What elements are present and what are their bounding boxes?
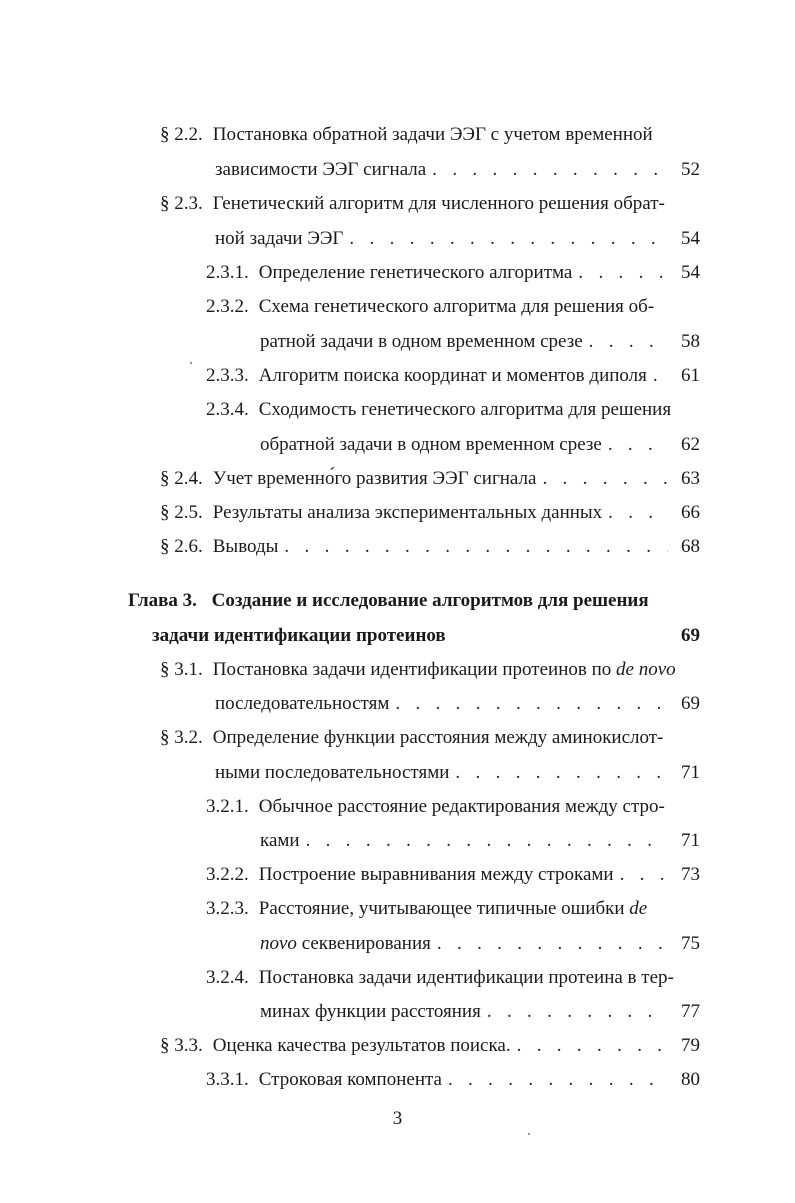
toc-title: Генетический алгоритм для численного решения обрат- bbox=[212, 193, 665, 214]
toc-title: Результаты анализа экспериментальных данных bbox=[212, 502, 603, 523]
toc-page: 73 bbox=[681, 864, 700, 885]
toc-number: 2.3.4. bbox=[206, 399, 249, 420]
dot-leader bbox=[608, 428, 668, 462]
toc-title-cont: ной задачи ЭЭГ bbox=[215, 228, 344, 249]
toc-number: § 2.4. bbox=[160, 468, 203, 489]
dot-leader bbox=[620, 858, 668, 892]
toc-number: § 3.1. bbox=[160, 659, 203, 680]
toc-chapter-3-line2[interactable] bbox=[152, 619, 700, 653]
toc-entry-2-2-line2[interactable] bbox=[215, 153, 700, 187]
toc-number: 3.2.2. bbox=[206, 864, 249, 885]
toc-chapter-3-line1 bbox=[128, 584, 700, 618]
toc-entry-3-2-2[interactable] bbox=[206, 858, 700, 892]
toc-title: Определение генетического алгоритма bbox=[258, 262, 573, 283]
toc-title: Постановка обратной задачи ЭЭГ с учетом временной bbox=[212, 124, 653, 145]
toc-title: Строковая компонента bbox=[258, 1069, 442, 1090]
toc-entry-2-6[interactable] bbox=[160, 530, 700, 564]
dot-leader bbox=[448, 1063, 668, 1097]
toc-entry-3-1-line2[interactable] bbox=[215, 687, 700, 721]
toc-page: 71 bbox=[681, 830, 700, 851]
toc-entry-2-3-1[interactable] bbox=[206, 256, 700, 290]
toc-number: 2.3.1. bbox=[206, 262, 249, 283]
toc-title-cont: минах функции расстояния bbox=[260, 1001, 481, 1022]
toc-number: § 2.5. bbox=[160, 502, 203, 523]
toc-title: Оценка качества результатов поиска. bbox=[212, 1035, 511, 1056]
dot-leader bbox=[284, 530, 668, 564]
toc-title-cont: секвенирования bbox=[301, 933, 431, 954]
toc-page: 63 bbox=[681, 468, 700, 489]
scan-speck bbox=[528, 1133, 530, 1135]
toc-page: 71 bbox=[681, 762, 700, 783]
toc-number: 3.2.4. bbox=[206, 967, 249, 988]
toc-page: 62 bbox=[681, 434, 700, 455]
toc-entry-3-2-1-line2[interactable] bbox=[260, 824, 700, 858]
toc-title-cont: ратной задачи в одном временном срезе bbox=[260, 331, 583, 352]
toc-entry-2-4[interactable] bbox=[160, 462, 700, 496]
toc-title: Обычное расстояние редактирования между стро- bbox=[258, 796, 665, 817]
toc-entry-3-2-4-line2[interactable] bbox=[260, 995, 700, 1029]
toc-entry-2-3-2-line2[interactable] bbox=[260, 325, 700, 359]
toc-entry-2-3-4-line1 bbox=[206, 393, 676, 427]
dot-leader bbox=[349, 222, 668, 256]
toc-title-cont: обратной задачи в одном временном срезе bbox=[260, 434, 602, 455]
page-number: 3 bbox=[392, 1108, 403, 1129]
toc-entry-3-2-line1 bbox=[160, 721, 680, 755]
toc-page: 68 bbox=[681, 536, 700, 557]
toc-number: 3.2.1. bbox=[206, 796, 249, 817]
chapter-title: Создание и исследование алгоритмов для решения bbox=[211, 590, 649, 611]
toc-title: Учет временно́го развития ЭЭГ сигнала bbox=[212, 468, 537, 489]
dot-leader bbox=[542, 462, 668, 496]
toc-title: Расстояние, учитывающее типичные ошибки bbox=[258, 898, 625, 919]
toc-page: 66 bbox=[681, 502, 700, 523]
toc-entry-2-5[interactable] bbox=[160, 496, 700, 530]
toc-title-cont: последовательностям bbox=[215, 693, 390, 714]
toc-title: Определение функции расстояния между аминокислот- bbox=[212, 727, 664, 748]
toc-entry-3-1-line1 bbox=[160, 653, 680, 687]
dot-leader bbox=[432, 153, 668, 187]
toc-title: Постановка задачи идентификации протеина в тер- bbox=[258, 967, 674, 988]
toc-entry-3-2-4-line1 bbox=[206, 961, 676, 995]
toc-entry-2-3-line1 bbox=[160, 187, 680, 221]
dot-leader bbox=[653, 359, 668, 393]
chapter-title-cont: задачи идентификации протеинов bbox=[152, 625, 446, 646]
toc-page: 79 bbox=[681, 1035, 700, 1056]
toc-page: 80 bbox=[681, 1069, 700, 1090]
toc-page: 69 bbox=[681, 693, 700, 714]
toc-title-italic: novo bbox=[260, 933, 297, 954]
toc-number: 2.3.2. bbox=[206, 296, 249, 317]
toc-entry-2-2-line1 bbox=[160, 118, 680, 152]
toc-page: 75 bbox=[681, 933, 700, 954]
dot-leader bbox=[487, 995, 668, 1029]
toc-number: § 2.3. bbox=[160, 193, 203, 214]
toc-page: 58 bbox=[681, 331, 700, 352]
dot-leader bbox=[578, 256, 668, 290]
toc-title-italic: de bbox=[629, 898, 648, 919]
toc-entry-2-3-4-line2[interactable] bbox=[260, 428, 700, 462]
chapter-label: Глава 3. bbox=[128, 590, 197, 611]
toc-title-italic: de novo bbox=[616, 659, 676, 680]
toc-title: Постановка задачи идентификации протеинов по bbox=[212, 659, 612, 680]
toc-page: 77 bbox=[681, 1001, 700, 1022]
toc-title: Выводы bbox=[212, 536, 279, 557]
toc-title: Построение выравнивания между строками bbox=[258, 864, 614, 885]
toc-entry-3-3-1[interactable] bbox=[206, 1063, 700, 1097]
toc-title-cont: ками bbox=[260, 830, 300, 851]
toc-number: § 3.3. bbox=[160, 1035, 203, 1056]
toc-number: 3.3.1. bbox=[206, 1069, 249, 1090]
toc-title-cont: зависимости ЭЭГ сигнала bbox=[215, 159, 427, 180]
toc-number: 3.2.3. bbox=[206, 898, 249, 919]
toc-page: 54 bbox=[681, 262, 700, 283]
dot-leader bbox=[455, 756, 668, 790]
toc-entry-3-2-line2[interactable] bbox=[215, 756, 700, 790]
toc-number: § 2.6. bbox=[160, 536, 203, 557]
toc-entry-3-2-3-line2[interactable] bbox=[260, 927, 700, 961]
toc-number: § 3.2. bbox=[160, 727, 203, 748]
toc-title: Сходимость генетического алгоритма для решения bbox=[258, 399, 672, 420]
toc-entry-3-3[interactable] bbox=[160, 1029, 700, 1063]
toc-entry-3-2-3-line1 bbox=[206, 892, 676, 926]
dot-leader bbox=[608, 496, 668, 530]
toc-page: 61 bbox=[681, 365, 700, 386]
toc-page: 52 bbox=[681, 159, 700, 180]
dot-leader bbox=[517, 1029, 668, 1063]
dot-leader bbox=[395, 687, 668, 721]
toc-entry-2-3-line2[interactable] bbox=[215, 222, 700, 256]
toc-title-cont: ными последовательностями bbox=[215, 762, 450, 783]
toc-page: 69 bbox=[681, 625, 700, 646]
toc-number: § 2.2. bbox=[160, 124, 203, 145]
toc-page: 54 bbox=[681, 228, 700, 249]
toc-title: Алгоритм поиска координат и моментов диполя bbox=[258, 365, 647, 386]
toc-entry-2-3-2-line1 bbox=[206, 290, 676, 324]
scan-speck bbox=[190, 362, 192, 364]
dot-leader bbox=[589, 325, 668, 359]
dot-leader bbox=[437, 927, 668, 961]
toc-number: 2.3.3. bbox=[206, 365, 249, 386]
toc-title: Схема генетического алгоритма для решения об- bbox=[258, 296, 655, 317]
toc-entry-3-2-1-line1 bbox=[206, 790, 676, 824]
toc-entry-2-3-3[interactable] bbox=[206, 359, 700, 393]
dot-leader bbox=[306, 824, 668, 858]
